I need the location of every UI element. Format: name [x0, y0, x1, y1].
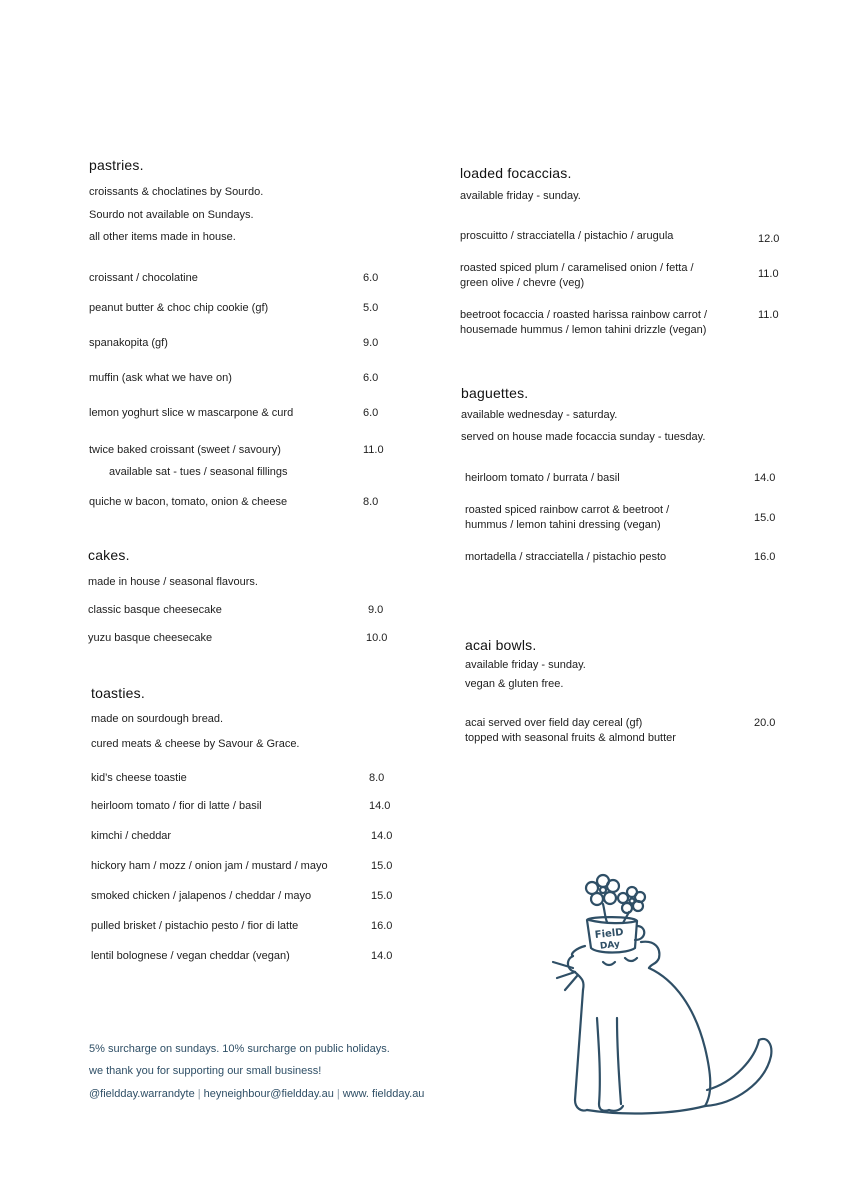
pastries-heading: pastries.: [89, 157, 144, 173]
menu-item-name: topped with seasonal fruits & almond butter: [465, 732, 676, 744]
menu-item-name: muffin (ask what we have on): [89, 372, 232, 384]
menu-item-name: peanut butter & choc chip cookie (gf): [89, 302, 269, 314]
menu-item-price: 14.0: [369, 800, 391, 812]
mug-lettering: FielD: [594, 927, 625, 942]
baguettes-note: served on house made focaccia sunday - tuesday.: [461, 431, 706, 443]
menu-item-name: spanakopita (gf): [89, 337, 168, 349]
menu-item-name: acai served over field day cereal (gf): [465, 717, 643, 729]
menu-item-name: kimchi / cheddar: [91, 830, 172, 842]
menu-item-price: 8.0: [363, 496, 379, 508]
pastries-note: all other items made in house.: [89, 231, 236, 243]
pastries-note: Sourdo not available on Sundays.: [89, 209, 254, 221]
menu-item-name: proscuitto / stracciatella / pistachio / arugula: [460, 230, 674, 242]
menu-item-name: quiche w bacon, tomato, onion & cheese: [89, 496, 288, 508]
toasties-heading: toasties.: [91, 685, 145, 701]
menu-item-price: 6.0: [363, 372, 379, 384]
menu-item-price: 16.0: [754, 551, 776, 563]
menu-item-name: hickory ham / mozz / onion jam / mustard / mayo: [91, 860, 328, 872]
menu-item-name: lentil bolognese / vegan cheddar (vegan): [91, 950, 290, 962]
dog-with-flower-mug-icon: [545, 868, 785, 1120]
menu-item-name: pulled brisket / pistachio pesto / fior di latte: [91, 920, 299, 932]
menu-item-price: 16.0: [371, 920, 393, 932]
menu-item-price: 15.0: [754, 512, 776, 524]
contact-line: [89, 1088, 424, 1100]
menu-item-price: 15.0: [371, 860, 393, 872]
baguettes-note: available wednesday - saturday.: [461, 409, 618, 421]
pastries-note: croissants & choclatines by Sourdo.: [89, 186, 264, 198]
menu-item-name: kid’s cheese toastie: [91, 772, 187, 784]
focaccias-note: available friday - sunday.: [460, 190, 581, 202]
menu-item-price: 11.0: [758, 309, 779, 321]
menu-item-name: housemade hummus / lemon tahini drizzle (vegan): [460, 324, 707, 336]
flower-icon: [586, 875, 619, 922]
menu-item-name: hummus / lemon tahini dressing (vegan): [465, 519, 661, 531]
menu-item-subnote: available sat - tues / seasonal fillings: [109, 466, 288, 478]
website-link[interactable]: www. fieldday.au: [342, 1088, 425, 1100]
menu-item-price: 12.0: [758, 233, 780, 245]
menu-item-price: 20.0: [754, 717, 776, 729]
menu-item-price: 10.0: [366, 632, 388, 644]
menu-item-name: croissant / chocolatine: [89, 272, 198, 284]
acai-note: available friday - sunday.: [465, 659, 586, 671]
toasties-note: cured meats & cheese by Savour & Grace.: [91, 738, 300, 750]
menu-item-price: 5.0: [363, 302, 379, 314]
surcharge-note: 5% surcharge on sundays. 10% surcharge on public holidays.: [89, 1043, 390, 1055]
menu-item-price: 8.0: [369, 772, 385, 784]
separator: |: [336, 1088, 340, 1100]
menu-item-name: yuzu basque cheesecake: [88, 632, 213, 644]
menu-item-name: smoked chicken / jalapenos / cheddar / mayo: [91, 890, 312, 902]
menu-item-price: 15.0: [371, 890, 393, 902]
menu-item-price: 9.0: [368, 604, 384, 616]
cakes-heading: cakes.: [88, 547, 130, 563]
acai-note: vegan & gluten free.: [465, 678, 564, 690]
acai-heading: acai bowls.: [465, 637, 537, 653]
menu-item-price: 9.0: [363, 337, 379, 349]
menu-item-name: roasted spiced rainbow carrot & beetroot /: [465, 504, 670, 516]
menu-item-name: green olive / chevre (veg): [460, 277, 585, 289]
instagram-handle[interactable]: @fieldday.warrandyte: [89, 1088, 195, 1100]
menu-item-price: 14.0: [371, 950, 393, 962]
menu-item-price: 6.0: [363, 272, 379, 284]
menu-item-name: heirloom tomato / burrata / basil: [465, 472, 620, 484]
menu-item-name: lemon yoghurt slice w mascarpone & curd: [89, 407, 294, 419]
menu-item-name: heirloom tomato / fior di latte / basil: [91, 800, 262, 812]
menu-item-name: beetroot focaccia / roasted harissa rainbow carrot /: [460, 309, 708, 321]
menu-item-price: 14.0: [371, 830, 393, 842]
menu-item-price: 11.0: [758, 268, 779, 280]
menu-item-name: twice baked croissant (sweet / savoury): [89, 444, 281, 456]
mug-lettering: DAy: [599, 939, 621, 952]
menu-item-price: 11.0: [363, 444, 384, 456]
email-link[interactable]: heyneighbour@fieldday.au: [203, 1088, 334, 1100]
menu-item-name: classic basque cheesecake: [88, 604, 222, 616]
thanks-note: we thank you for supporting our small business!: [89, 1065, 322, 1077]
menu-item-name: roasted spiced plum / caramelised onion / fetta /: [460, 262, 694, 274]
cakes-note: made in house / seasonal flavours.: [88, 576, 258, 588]
menu-item-name: mortadella / stracciatella / pistachio pesto: [465, 551, 667, 563]
toasties-note: made on sourdough bread.: [91, 713, 224, 725]
menu-item-price: 14.0: [754, 472, 776, 484]
separator: |: [197, 1088, 201, 1100]
mug-icon: [587, 917, 644, 952]
baguettes-heading: baguettes.: [461, 385, 529, 401]
focaccias-heading: loaded focaccias.: [460, 165, 572, 181]
menu-item-price: 6.0: [363, 407, 379, 419]
